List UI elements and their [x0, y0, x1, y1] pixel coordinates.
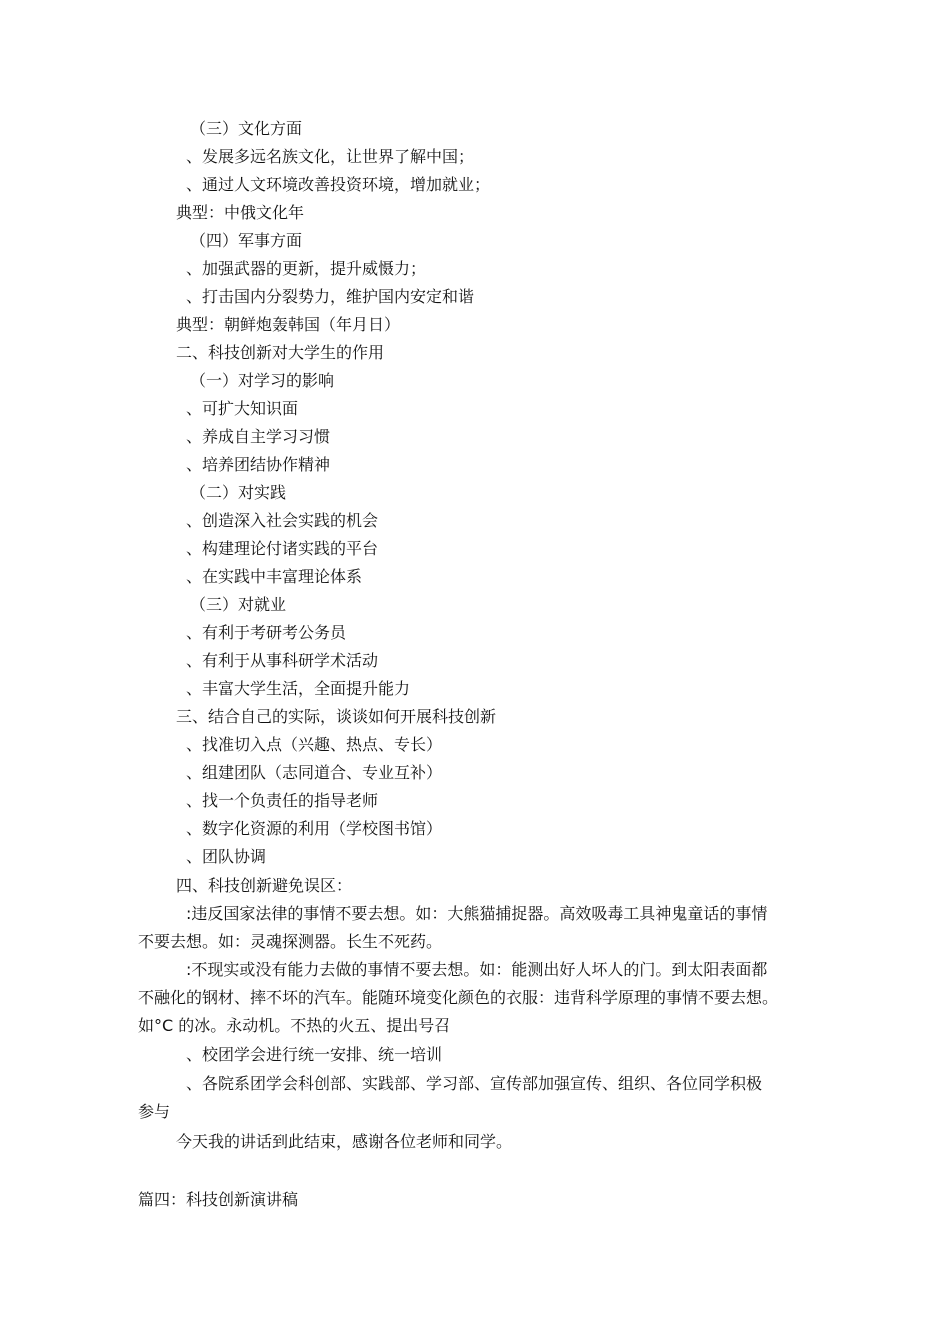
paragraph-line: 、各院系团学会科创部、实践部、学习部、宣传部加强宣传、组织、各位同学积极 — [186, 1074, 763, 1093]
closing-line: 今天我的讲话到此结束，感谢各位老师和同学。 — [176, 1132, 513, 1151]
section-heading: 二、科技创新对大学生的作用 — [176, 343, 385, 362]
subsection-heading: （三）对就业 — [190, 595, 287, 614]
subsection-heading: （四）军事方面 — [190, 231, 303, 250]
list-item: 、加强武器的更新，提升威慑力； — [186, 259, 427, 278]
list-item: 、找一个负责任的指导老师 — [186, 791, 379, 810]
paragraph-line: 不要去想。如：灵魂探测器。长生不死药。 — [138, 932, 443, 951]
list-item: 、养成自主学习习惯 — [186, 427, 331, 446]
paragraph-line: 不融化的钢材、摔不坏的汽车。能随环境变化颜色的衣服：违背科学原理的事情不要去想。 — [138, 988, 779, 1007]
list-item: 、找准切入点（兴趣、热点、专长） — [186, 735, 443, 754]
list-item: 、通过人文环境改善投资环境，增加就业； — [186, 175, 491, 194]
list-item: 、丰富大学生活，全面提升能力 — [186, 679, 411, 698]
list-item: 、在实践中丰富理论体系 — [186, 567, 363, 586]
subsection-heading: （一）对学习的影响 — [190, 371, 335, 390]
paragraph-line: 参与 — [138, 1102, 171, 1121]
section-heading: 三、结合自己的实际，谈谈如何开展科技创新 — [176, 707, 497, 726]
list-item: 、有利于考研考公务员 — [186, 623, 347, 642]
subsection-heading: （二）对实践 — [190, 483, 287, 502]
example-line: 典型：朝鲜炮轰韩国（年月日） — [176, 315, 401, 334]
list-item: 、培养团结协作精神 — [186, 455, 331, 474]
list-item: 、团队协调 — [186, 847, 267, 866]
list-item: 、创造深入社会实践的机会 — [186, 511, 379, 530]
list-item: 、组建团队（志同道合、专业互补） — [186, 763, 443, 782]
list-item: 、发展多远名族文化，让世界了解中国； — [186, 147, 475, 166]
list-item: 、有利于从事科研学术活动 — [186, 651, 379, 670]
paragraph-line: 如°C 的冰。永动机。不热的火五、提出号召 — [138, 1016, 451, 1035]
list-item: 、可扩大知识面 — [186, 399, 299, 418]
paragraph-line: :不现实或没有能力去做的事情不要去想。如：能测出好人坏人的门。到太阳表面都 — [186, 960, 768, 979]
list-item: 、校团学会进行统一安排、统一培训 — [186, 1045, 443, 1064]
example-line: 典型：中俄文化年 — [176, 203, 305, 222]
paragraph-line: :违反国家法律的事情不要去想。如：大熊猫捕捉器。高效吸毒工具神鬼童话的事情 — [186, 904, 768, 923]
list-item: 、打击国内分裂势力，维护国内安定和谐 — [186, 287, 475, 306]
list-item: 、数字化资源的利用（学校图书馆） — [186, 819, 443, 838]
chapter-heading: 篇四：科技创新演讲稿 — [138, 1190, 299, 1209]
list-item: 、构建理论付诸实践的平台 — [186, 539, 379, 558]
section-heading: 四、科技创新避免误区： — [176, 876, 353, 895]
subsection-heading: （三）文化方面 — [190, 119, 303, 138]
